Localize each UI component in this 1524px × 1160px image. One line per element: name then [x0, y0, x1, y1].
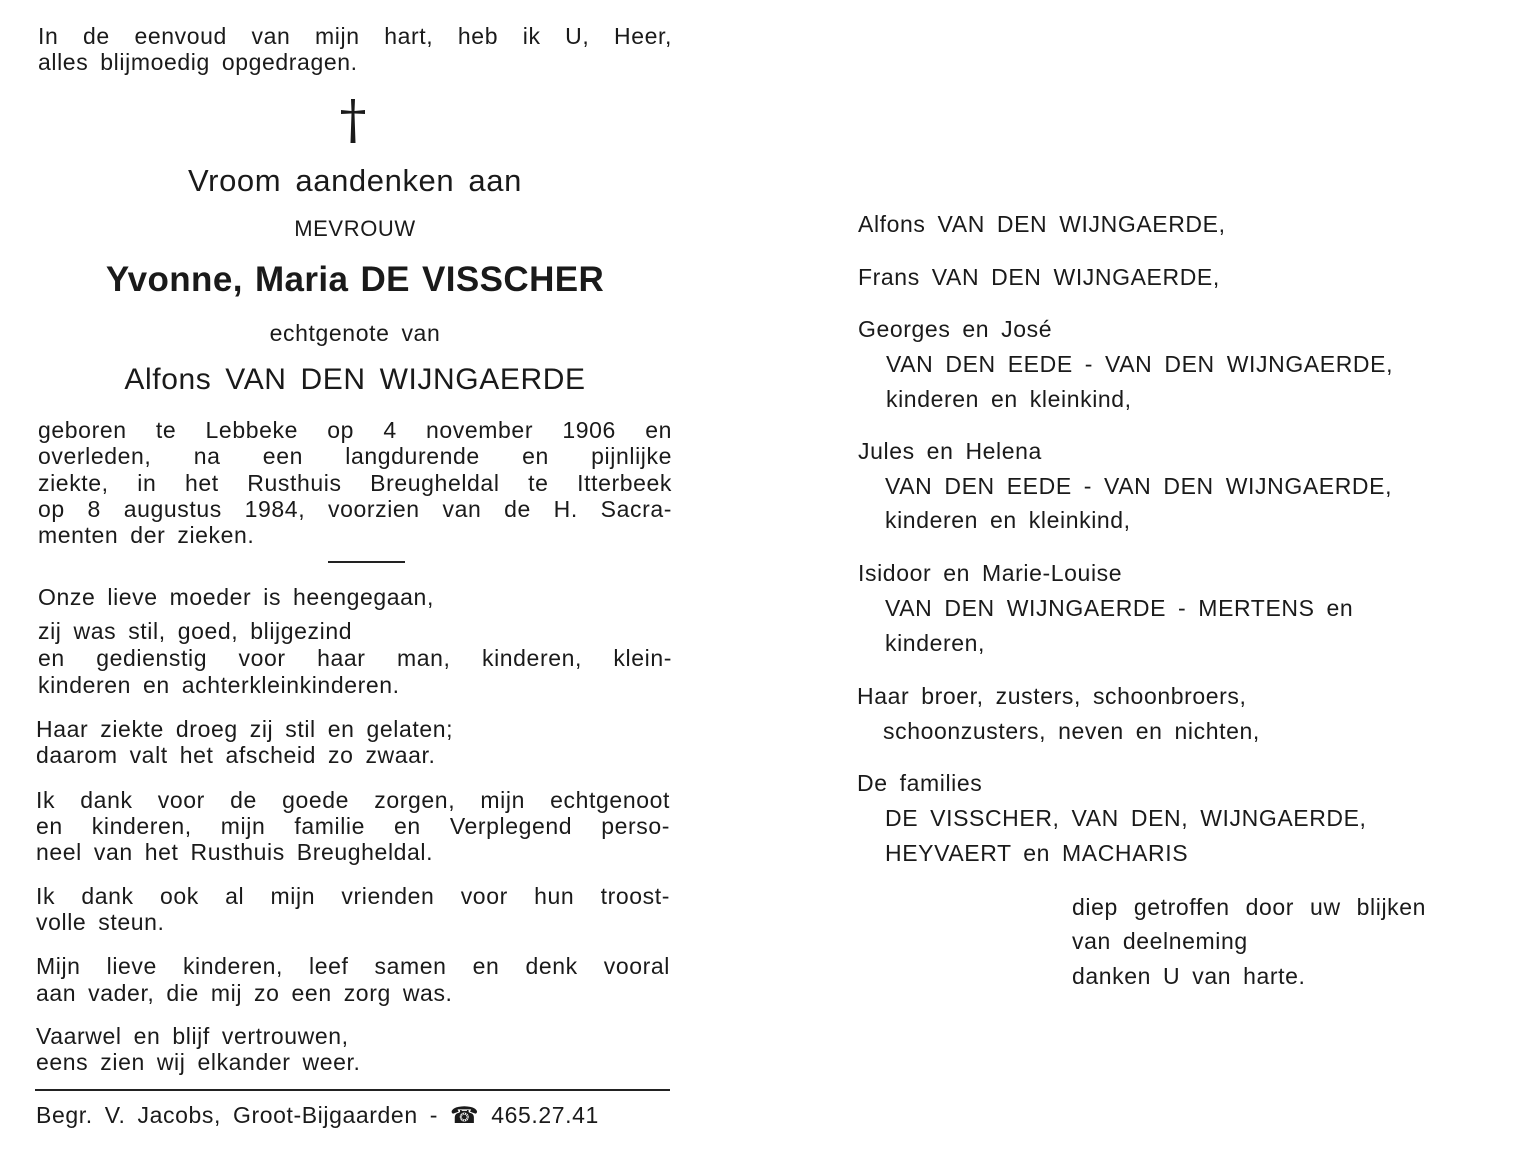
family-subline: kinderen en kleinkind,: [885, 507, 1131, 533]
poem-line: Ik dank ook al mijn vrienden voor hun troost-: [36, 883, 670, 909]
family-subline: VAN DEN WIJNGAERDE - MERTENS en: [885, 595, 1354, 621]
bio-line: overleden, na een langdurende en pijnlijke: [38, 443, 672, 469]
memorial-title: Vroom aandenken aan: [188, 163, 522, 198]
poem-line: Mijn lieve kinderen, leef samen en denk vooral: [36, 953, 670, 979]
poem-line: en kinderen, mijn familie en Verplegend perso-: [36, 813, 670, 839]
telephone-icon: ☎: [449, 1102, 480, 1128]
undertaker-footer: [36, 1101, 599, 1129]
family-entry: Alfons VAN DEN WIJNGAERDE,: [858, 211, 1226, 237]
poem-line: daarom valt het afscheid zo zwaar.: [36, 742, 436, 768]
family-subline: kinderen en kleinkind,: [886, 386, 1132, 412]
family-subline: VAN DEN EEDE - VAN DEN WIJNGAERDE,: [886, 351, 1394, 377]
honorific: MEVROUW: [294, 216, 416, 241]
thanks-line: van deelneming: [1072, 928, 1248, 954]
poem-line: aan vader, die mij zo een zorg was.: [36, 980, 453, 1006]
poem-line: kinderen en achterkleinkinderen.: [38, 672, 400, 698]
family-subline: kinderen,: [885, 630, 986, 656]
phone-number: 465.27.41: [491, 1102, 599, 1128]
family-entry: Haar broer, zusters, schoonbroers,: [857, 683, 1247, 709]
family-entry: Georges en José: [858, 316, 1053, 342]
poem-line: Onze lieve moeder is heengegaan,: [38, 584, 434, 610]
bio-line: ziekte, in het Rusthuis Breugheldal te Itterbeek: [38, 470, 672, 496]
spouse-prefix: echtgenote van: [269, 320, 441, 346]
poem-line: eens zien wij elkander weer.: [36, 1049, 361, 1075]
footer-divider: [35, 1089, 670, 1091]
latin-cross-icon: [338, 97, 368, 145]
spouse-name: Alfons VAN DEN WIJNGAERDE: [124, 363, 586, 396]
family-subline: HEYVAERT en MACHARIS: [885, 840, 1189, 866]
family-entry: Jules en Helena: [858, 438, 1042, 464]
bio-line: menten der zieken.: [38, 522, 255, 548]
family-subline: VAN DEN EEDE - VAN DEN WIJNGAERDE,: [885, 473, 1393, 499]
deceased-name: Yvonne, Maria DE VISSCHER: [105, 260, 605, 299]
family-entry: De families: [857, 770, 983, 796]
family-subline: DE VISSCHER, VAN DEN, WIJNGAERDE,: [885, 805, 1367, 831]
intro-line: alles blijmoedig opgedragen.: [38, 49, 358, 75]
bio-line: op 8 augustus 1984, voorzien van de H. Sacra-: [38, 496, 672, 522]
poem-line: Vaarwel en blijf vertrouwen,: [36, 1023, 349, 1049]
poem-line: Haar ziekte droeg zij stil en gelaten;: [36, 716, 454, 742]
poem-line: en gedienstig voor haar man, kinderen, klein-: [38, 645, 672, 671]
poem-line: zij was stil, goed, blijgezind: [38, 618, 353, 644]
poem-line: neel van het Rusthuis Breugheldal.: [36, 839, 434, 865]
divider: [328, 561, 405, 563]
poem-line: Ik dank voor de goede zorgen, mijn echtgenoot: [36, 787, 670, 813]
thanks-line: danken U van harte.: [1072, 963, 1306, 989]
poem-line: volle steun.: [36, 909, 165, 935]
intro-line: In de eenvoud van mijn hart, heb ik U, Heer,: [38, 23, 672, 49]
undertaker-text: Begr. V. Jacobs, Groot-Bijgaarden -: [36, 1102, 438, 1128]
thanks-line: diep getroffen door uw blijken: [1072, 894, 1427, 920]
family-subline: schoonzusters, neven en nichten,: [883, 718, 1260, 744]
family-entry: Frans VAN DEN WIJNGAERDE,: [858, 264, 1220, 290]
family-entry: Isidoor en Marie-Louise: [858, 560, 1123, 586]
bio-line: geboren te Lebbeke op 4 november 1906 en: [38, 417, 672, 443]
